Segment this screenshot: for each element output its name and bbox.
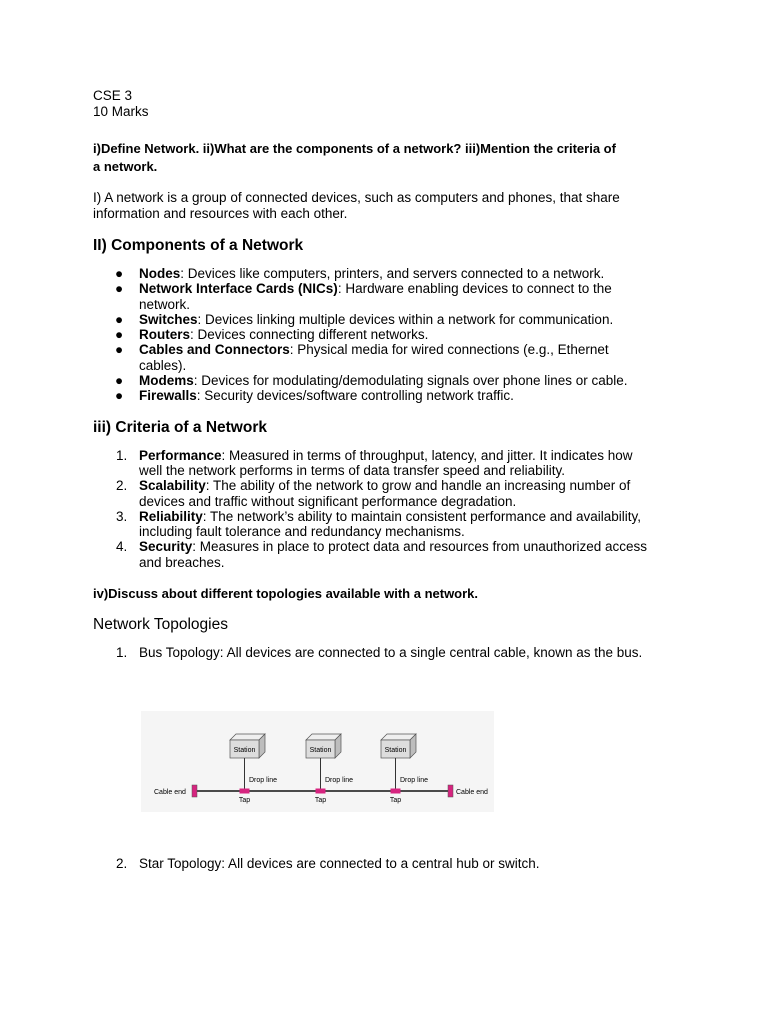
description: : Hardware enabling devices to connect to the <box>337 281 612 297</box>
tap-label: Tap <box>238 797 251 804</box>
criteria-heading: iii) Criteria of a Network <box>93 418 267 436</box>
bus-topology-diagram <box>141 711 494 812</box>
term: Cables and Connectors <box>139 342 290 358</box>
topologies-list-2 <box>93 856 693 871</box>
description-cont: including fault tolerance and redundancy mechanisms. <box>139 524 465 540</box>
list-item <box>93 645 693 660</box>
tap-marker <box>240 789 250 794</box>
term: Performance <box>139 447 222 463</box>
bullet-marker: ● <box>115 266 124 281</box>
list-item <box>93 266 693 281</box>
list-number: 1. <box>116 645 128 661</box>
question-1-line-1: i)Define Network. ii)What are the components of a network? iii)Mention the criteria of <box>93 141 616 156</box>
list-item <box>93 509 693 540</box>
description: Bus Topology: All devices are connected to a single central cable, known as the bus. <box>139 645 643 661</box>
answer-1-line-1: I) A network is a group of connected devices, such as computers and phones, that share <box>93 190 620 205</box>
description-cont: network. <box>139 296 191 312</box>
station-label: Station <box>309 747 332 754</box>
drop-line-label: Drop line <box>325 777 354 784</box>
list-number: 1. <box>116 447 128 463</box>
description-cont: and breaches. <box>139 554 225 570</box>
tap-marker <box>316 789 326 794</box>
description: : The ability of the network to grow and handle an increasing number of <box>205 478 631 494</box>
term: Security <box>139 539 193 555</box>
term: Switches <box>139 311 198 327</box>
term: Routers <box>139 327 191 343</box>
marks-label: 10 Marks <box>93 104 149 119</box>
list-item <box>93 327 693 342</box>
bus-topology-svg <box>141 711 494 812</box>
list-item <box>93 312 693 327</box>
tap-label: Tap <box>314 797 327 804</box>
term: Scalability <box>139 478 206 494</box>
description: : Devices connecting different networks. <box>190 327 429 343</box>
list-item <box>93 388 693 403</box>
list-item <box>93 373 693 388</box>
drop-line-label: Drop line <box>249 777 278 784</box>
bullet-marker: ● <box>115 281 124 297</box>
topologies-list-1 <box>93 645 693 660</box>
cable-end-label: Cable end <box>456 789 488 796</box>
description: : Measured in terms of throughput, latency, and jitter. It indicates how <box>221 447 633 463</box>
criteria-list <box>93 448 693 570</box>
tap-label: Tap <box>389 797 402 804</box>
list-item <box>93 539 693 570</box>
description-cont: devices and traffic without significant performance degradation. <box>139 493 517 509</box>
topologies-list-2-wrapper <box>93 856 693 871</box>
bullet-marker: ● <box>115 373 124 389</box>
bullet-marker: ● <box>115 327 124 343</box>
station-box <box>230 734 265 758</box>
list-number: 2. <box>116 478 128 494</box>
description: : Devices like computers, printers, and servers connected to a network. <box>180 266 605 281</box>
question-2: iv)Discuss about different topologies available with a network. <box>93 586 479 602</box>
term: Reliability <box>139 508 203 524</box>
description: : Devices for modulating/demodulating signals over phone lines or cable. <box>193 373 628 389</box>
cable-end-label: Cable end <box>154 789 186 796</box>
station-box <box>306 734 341 758</box>
description-cont: cables). <box>139 357 187 373</box>
description: : The network’s ability to maintain consistent performance and availability, <box>202 508 642 524</box>
course-label: CSE 3 <box>93 88 133 103</box>
list-item <box>93 281 693 312</box>
bullet-marker: ● <box>115 342 124 358</box>
description: : Measures in place to protect data and resources from unauthorized access <box>192 539 648 555</box>
term: Nodes <box>139 266 181 281</box>
list-number: 4. <box>116 539 128 555</box>
station-label: Station <box>384 747 407 754</box>
term: Modems <box>139 373 194 389</box>
tap-marker <box>391 789 401 794</box>
list-number: 3. <box>116 508 128 524</box>
topologies-heading: Network Topologies <box>93 616 228 634</box>
components-heading: II) Components of a Network <box>93 237 304 254</box>
list-number: 2. <box>116 856 128 871</box>
list-item <box>93 856 693 871</box>
list-item <box>93 478 693 509</box>
term: Firewalls <box>139 388 197 404</box>
description-cont: well the network performs in terms of data transfer speed and reliability. <box>139 462 565 478</box>
list-item <box>93 448 693 479</box>
drop-line-label: Drop line <box>400 777 429 784</box>
description: : Physical media for wired connections (e.g., Ethernet <box>289 342 609 358</box>
station-box <box>381 734 416 758</box>
cable-end-terminator <box>192 785 197 797</box>
description: Star Topology: All devices are connected to a central hub or switch. <box>139 856 540 871</box>
answer-1-line-2: information and resources with each other. <box>93 206 348 221</box>
bullet-marker: ● <box>115 388 124 404</box>
bullet-marker: ● <box>115 311 124 327</box>
description: : Devices linking multiple devices within a network for communication. <box>197 311 614 327</box>
station-label: Station <box>233 747 256 754</box>
list-item <box>93 342 693 373</box>
question-1-line-2: a network. <box>93 159 158 174</box>
components-list <box>93 266 693 404</box>
cable-end-terminator <box>448 785 453 797</box>
term: Network Interface Cards (NICs) <box>139 281 338 297</box>
document-body <box>93 88 693 660</box>
description: : Security devices/software controlling network traffic. <box>196 388 514 404</box>
